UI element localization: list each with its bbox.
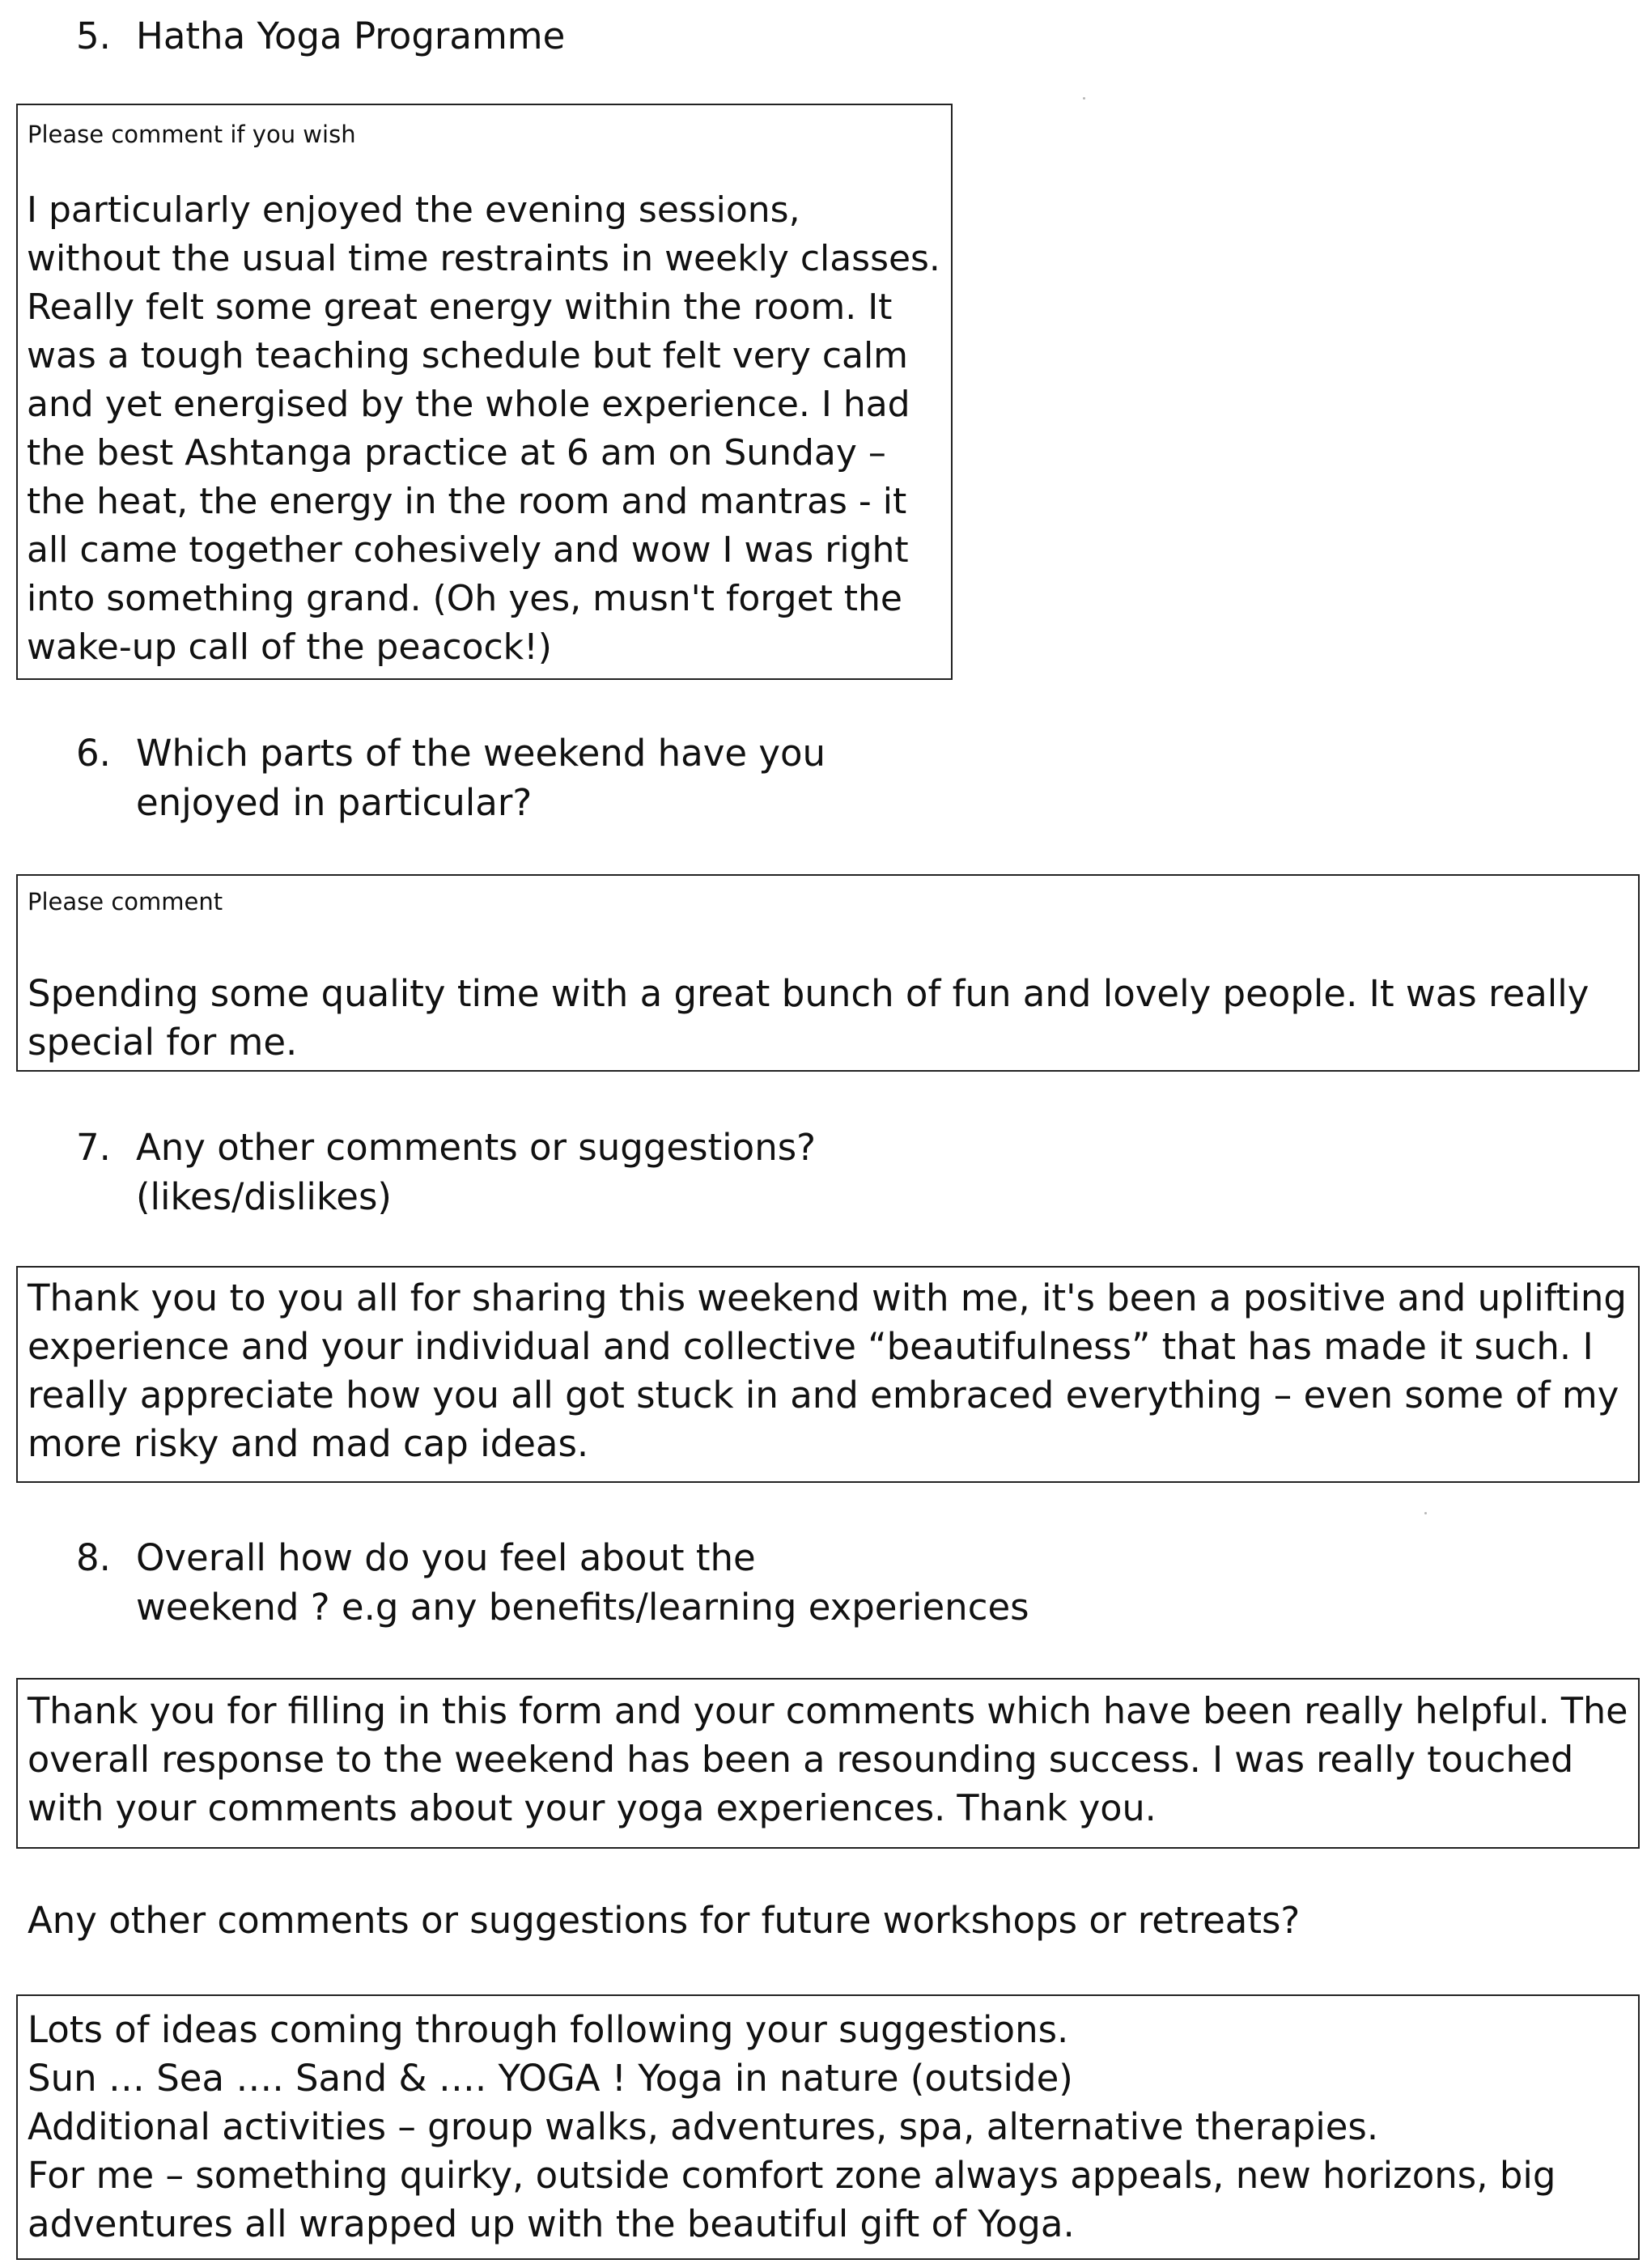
answer-line: all came together cohesively and wow I was right	[27, 529, 909, 571]
answer-line: really appreciate how you all got stuck in and embraced everything – even some of my	[28, 1374, 1619, 1416]
question-6-heading	[76, 728, 826, 827]
answer-line: Sun … Sea …. Sand & …. YOGA ! Yoga in nature (outside)	[28, 2057, 1073, 2100]
question-8-heading	[76, 1533, 1029, 1632]
question-5-comment-box	[16, 104, 953, 680]
question-number: 5.	[76, 15, 111, 57]
answer-line: special for me.	[28, 1021, 298, 1064]
question-8-comment-box	[16, 1678, 1640, 1849]
question-7-heading	[76, 1123, 816, 1221]
answer-line: adventures all wrapped up with the beautiful gift of Yoga.	[28, 2202, 1075, 2245]
question-number: 7.	[76, 1126, 111, 1169]
comment-answer	[28, 970, 1589, 1067]
question-5-heading	[76, 11, 565, 61]
question-title-line-1: Any other comments or suggestions?	[136, 1126, 817, 1169]
answer-line: with your comments about your yoga experiences. Thank you.	[28, 1788, 1157, 1829]
comment-answer	[27, 186, 940, 672]
answer-line: was a tough teaching schedule but felt very calm	[27, 335, 908, 376]
future-comment-box	[16, 1994, 1640, 2260]
answer-line: Additional activities – group walks, adventures, spa, alternative therapies.	[28, 2105, 1379, 2148]
question-7-comment-box	[16, 1266, 1640, 1483]
question-number: 6.	[76, 732, 111, 775]
comment-answer	[28, 1688, 1628, 1833]
answer-line: the heat, the energy in the room and mantras - it	[27, 481, 907, 522]
question-title-line-2: enjoyed in particular?	[136, 781, 533, 824]
answer-line: Really felt some great energy within the room. It	[27, 287, 893, 328]
question-title-line-2: (likes/dislikes)	[136, 1175, 392, 1218]
answer-line: and yet energised by the whole experience. I had	[27, 384, 910, 425]
comment-answer	[28, 2006, 1556, 2249]
question-6-comment-box	[16, 874, 1640, 1072]
answer-line: overall response to the weekend has been a resounding success. I was really touched	[28, 1739, 1574, 1781]
comment-prompt: Please comment if you wish	[28, 121, 356, 148]
answer-line: the best Ashtanga practice at 6 am on Sunday –	[27, 432, 886, 474]
answer-line: experience and your individual and collective “beautifulness” that has made it such. I	[28, 1325, 1594, 1368]
answer-line: Spending some quality time with a great bunch of fun and lovely people. It was really	[28, 972, 1589, 1015]
answer-line: without the usual time restraints in weekly classes.	[27, 238, 940, 279]
answer-line: For me – something quirky, outside comfort zone always appeals, new horizons, big	[28, 2154, 1556, 2197]
question-title-line-2: weekend ? e.g any benefits/learning experiences	[136, 1586, 1029, 1629]
answer-line: Thank you for filling in this form and your comments which have been really helpful. The	[28, 1691, 1628, 1732]
answer-line: wake-up call of the peacock!)	[27, 626, 552, 668]
comment-answer	[28, 1274, 1627, 1468]
answer-line: into something grand. (Oh yes, musn't forget the	[27, 578, 902, 619]
future-question: Any other comments or suggestions for future workshops or retreats?	[28, 1899, 1301, 1942]
scan-speck	[1083, 97, 1085, 100]
scan-speck	[1424, 1512, 1427, 1514]
question-number: 8.	[76, 1536, 111, 1579]
question-title: Hatha Yoga Programme	[136, 15, 566, 57]
answer-line: I particularly enjoyed the evening sessions,	[27, 189, 800, 231]
answer-line: Thank you to you all for sharing this weekend with me, it's been a positive and uplifting	[28, 1276, 1628, 1319]
comment-prompt: Please comment	[28, 888, 223, 915]
answer-line: Lots of ideas coming through following your suggestions.	[28, 2008, 1069, 2051]
answer-line: more risky and mad cap ideas.	[28, 1422, 589, 1465]
question-title-line-1: Which parts of the weekend have you	[136, 732, 826, 775]
question-title-line-1: Overall how do you feel about the	[136, 1536, 756, 1579]
